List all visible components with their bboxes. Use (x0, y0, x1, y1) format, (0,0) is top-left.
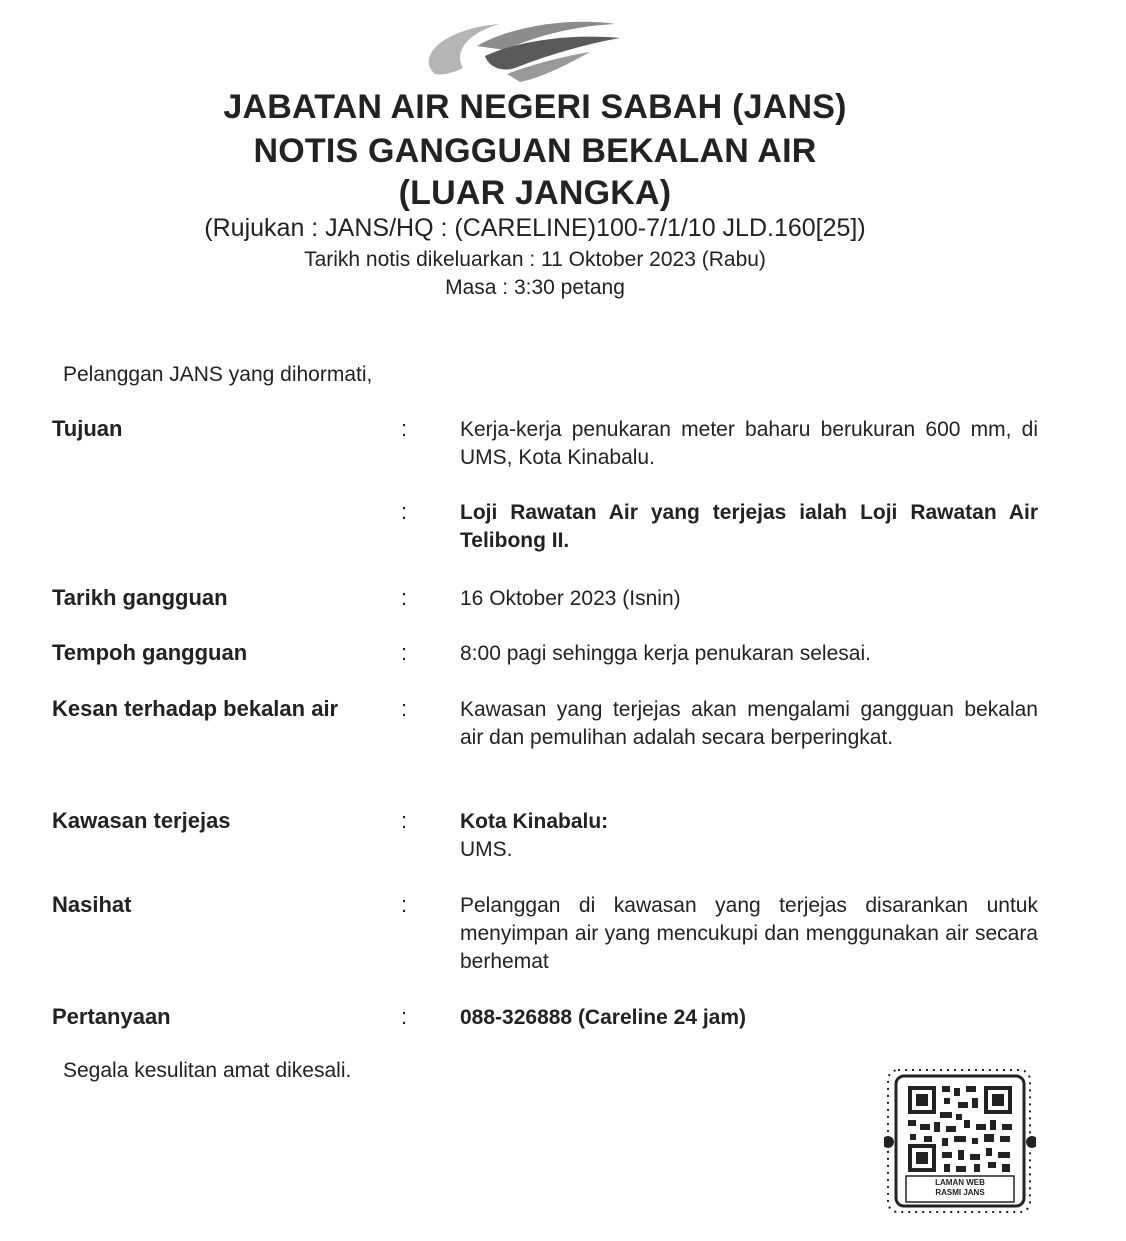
value-kawasan (460, 808, 1038, 864)
value-tempoh: 8:00 pagi sehingga kerja penukaran selesai. (460, 642, 871, 665)
label-tarikh: Tarikh gangguan (52, 585, 228, 610)
issued-date: Tarikh notis dikeluarkan : 11 Oktober 2023 (Rabu) (304, 248, 766, 271)
label-kesan: Kesan terhadap bekalan air (52, 696, 339, 721)
value-nasihat: Pelanggan di kawasan yang terjejas disarankan untuk menyimpan air yang mencukupi dan menggunakan air secara berhemat (460, 894, 1038, 973)
qr-caption-line2: RASMI JANS (935, 1188, 985, 1197)
separator: : (401, 808, 408, 833)
qr-code-badge[interactable] (884, 1066, 1036, 1216)
label-tujuan: Tujuan (52, 416, 123, 441)
separator: : (401, 585, 408, 610)
reference-number: (Rujukan : JANS/HQ : (CARELINE)100-7/1/10 JLD.160[25]) (204, 214, 866, 242)
value-tujuan: Kerja-kerja penukaran meter baharu berukuran 600 mm, di UMS, Kota Kinabalu. (460, 418, 1038, 469)
issued-time: Masa : 3:30 petang (445, 276, 625, 299)
value-loji: Loji Rawatan Air yang terjejas ialah Loji Rawatan Air Telibong II. (460, 501, 1038, 552)
label-tempoh: Tempoh gangguan (52, 640, 248, 665)
label-kawasan: Kawasan terjejas (52, 808, 231, 833)
value-tarikh: 16 Oktober 2023 (Isnin) (460, 587, 681, 610)
separator: : (401, 640, 408, 665)
notice-title: NOTIS GANGGUAN BEKALAN AIR (253, 132, 817, 170)
value-kesan: Kawasan yang terjejas akan mengalami gangguan bekalan air dan pemulihan adalah secara berperingkat. (460, 698, 1038, 749)
label-pertanyaan: Pertanyaan (52, 1004, 171, 1029)
separator: : (401, 1004, 408, 1029)
value-kawasan-area: UMS. (460, 838, 513, 861)
value-kawasan-heading: Kota Kinabalu: (460, 810, 609, 833)
qr-caption-line1: LAMAN WEB (935, 1178, 985, 1187)
qr-caption (904, 1178, 1016, 1198)
agency-title: JABATAN AIR NEGERI SABAH (JANS) (223, 88, 847, 126)
notice-type: (LUAR JANGKA) (398, 174, 672, 212)
separator: : (401, 696, 408, 721)
label-nasihat: Nasihat (52, 892, 132, 917)
jans-logo-icon (415, 16, 625, 86)
separator: : (401, 416, 408, 441)
closing-remark: Segala kesulitan amat dikesali. (63, 1059, 352, 1082)
separator: : (401, 892, 408, 917)
separator: : (401, 499, 408, 524)
value-pertanyaan: 088-326888 (Careline 24 jam) (460, 1006, 747, 1029)
greeting: Pelanggan JANS yang dihormati, (63, 363, 373, 386)
